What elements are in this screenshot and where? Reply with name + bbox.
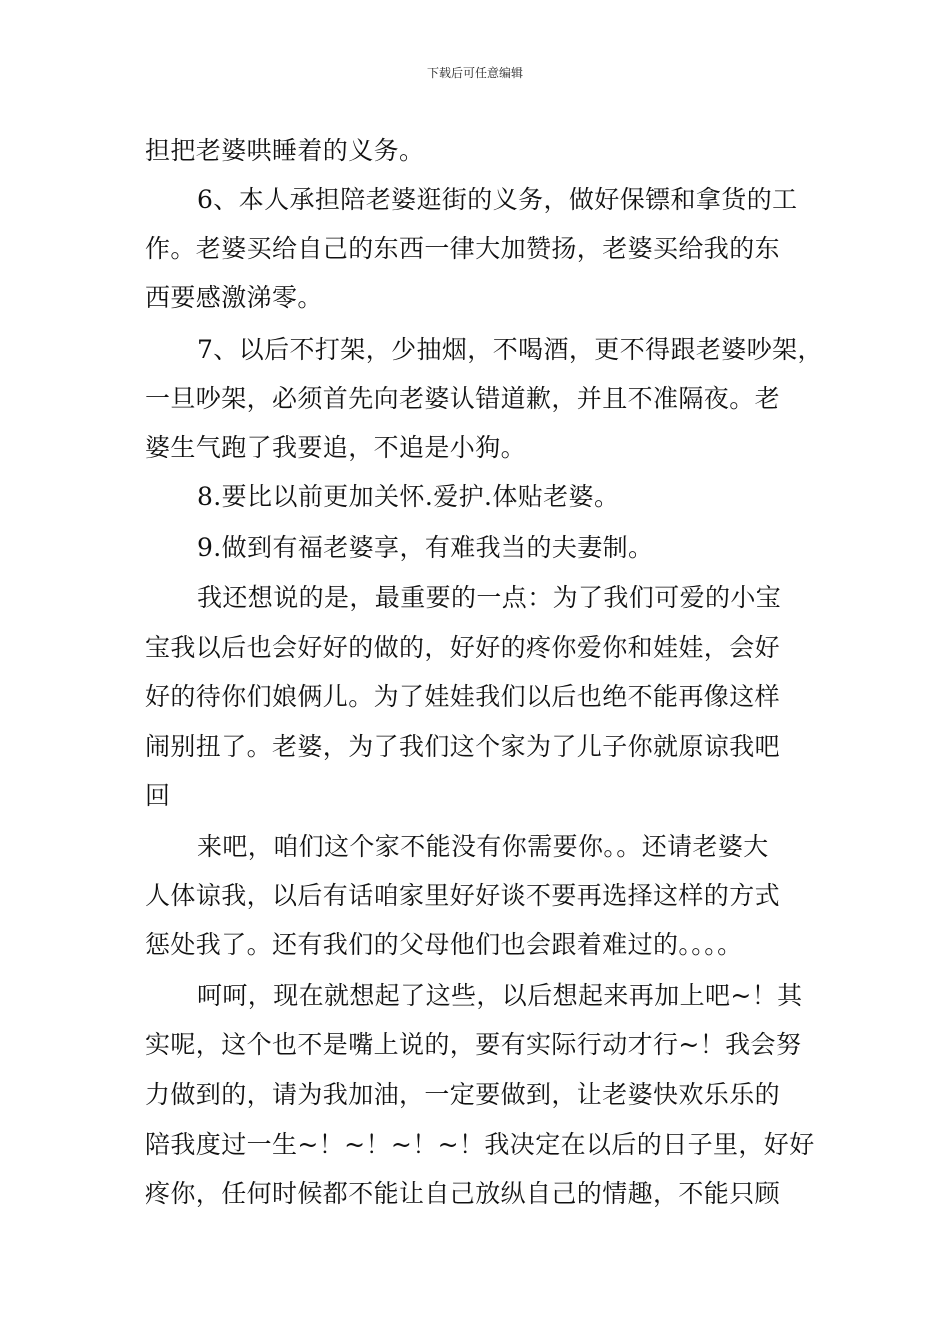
text-line: 西要感激涕零。	[145, 283, 323, 312]
text-line: 好的待你们娘俩儿。为了娃娃我们以后也绝不能再像这样	[145, 682, 781, 711]
text-line: 担把老婆哄睡着的义务。	[145, 136, 425, 165]
text-line: 呵呵，现在就想起了这些，以后想起来再加上吧~！其	[197, 981, 803, 1010]
text-line: 陪我度过一生~！~！~！~！我决定在以后的日子里，好好	[145, 1130, 815, 1159]
text-line: 6、本人承担陪老婆逛街的义务，做好保镖和拿货的工	[197, 185, 798, 214]
text-line: 回	[145, 781, 171, 810]
text-line: 惩处我了。还有我们的父母他们也会跟着难过的。。。。	[145, 930, 743, 959]
text-line: 来吧，咱们这个家不能没有你需要你。。还请老婆大	[197, 832, 769, 861]
text-line: 8.要比以前更加关怀.爱护.体贴老婆。	[197, 482, 620, 511]
text-line: 实呢，这个也不是嘴上说的，要有实际行动才行~！我会努	[145, 1030, 802, 1059]
text-line: 闹别扭了。老婆，为了我们这个家为了儿子你就原谅我吧	[145, 732, 781, 761]
text-line: 婆生气跑了我要追，不追是小狗。	[145, 433, 527, 462]
text-line: 一旦吵架，必须首先向老婆认错道歉，并且不准隔夜。老	[145, 384, 781, 413]
text-line: 力做到的，请为我加油，一定要做到，让老婆快欢乐乐的	[145, 1080, 781, 1109]
text-line: 9.做到有福老婆享，有难我当的夫妻制。	[197, 533, 654, 562]
text-line: 作。老婆买给自己的东西一律大加赞扬，老婆买给我的东	[145, 234, 781, 263]
text-line: 疼你，任何时候都不能让自己放纵自己的情趣，不能只顾	[145, 1179, 781, 1208]
page-header: 下载后可任意编辑	[426, 66, 523, 80]
text-line: 人体谅我，以后有话咱家里好好谈不要再选择这样的方式	[145, 881, 781, 910]
text-line: 我还想说的是，最重要的一点：为了我们可爱的小宝	[197, 583, 782, 612]
text-line: 7、以后不打架，少抽烟，不喝酒，更不得跟老婆吵架，	[197, 335, 823, 364]
text-line: 宝我以后也会好好的做的，好好的疼你爱你和娃娃，会好	[145, 633, 781, 662]
